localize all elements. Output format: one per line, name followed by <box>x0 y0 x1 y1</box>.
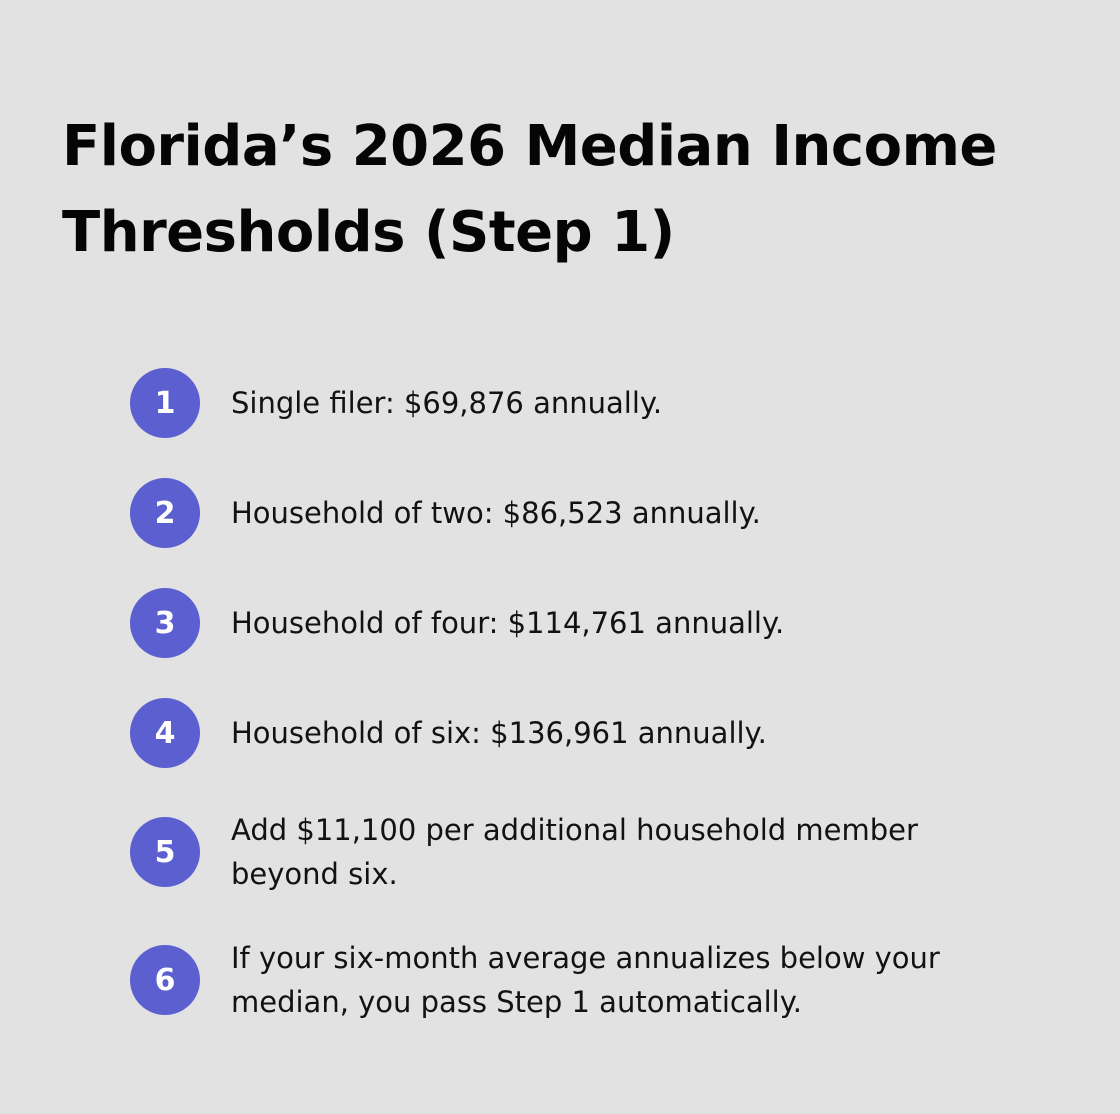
step-number-badge: 5 <box>130 817 200 887</box>
list-item <box>130 478 1010 548</box>
list-item <box>130 936 1010 1024</box>
list-item-text: Household of four: $114,761 annually. <box>231 606 785 640</box>
list-item-text: Household of two: $86,523 annually. <box>231 496 761 530</box>
threshold-list <box>130 0 1030 1114</box>
step-number-badge: 3 <box>130 588 200 658</box>
page-title: Florida’s 2026 Median Income Thresholds (Step 1) <box>62 114 997 265</box>
list-item-text: Household of six: $136,961 annually. <box>231 716 767 750</box>
step-number-badge: 2 <box>130 478 200 548</box>
list-item <box>130 698 1010 768</box>
list-item <box>130 808 1010 896</box>
step-number-badge: 1 <box>130 368 200 438</box>
list-item-text: Add $11,100 per additional household member beyond six. <box>231 813 918 891</box>
step-number-badge: 6 <box>130 945 200 1015</box>
list-item <box>130 368 1010 438</box>
list-item-text: Single filer: $69,876 annually. <box>231 386 663 420</box>
list-item-text: If your six-month average annualizes below your median, you pass Step 1 automatically. <box>231 941 940 1019</box>
list-item <box>130 588 1010 658</box>
step-number-badge: 4 <box>130 698 200 768</box>
